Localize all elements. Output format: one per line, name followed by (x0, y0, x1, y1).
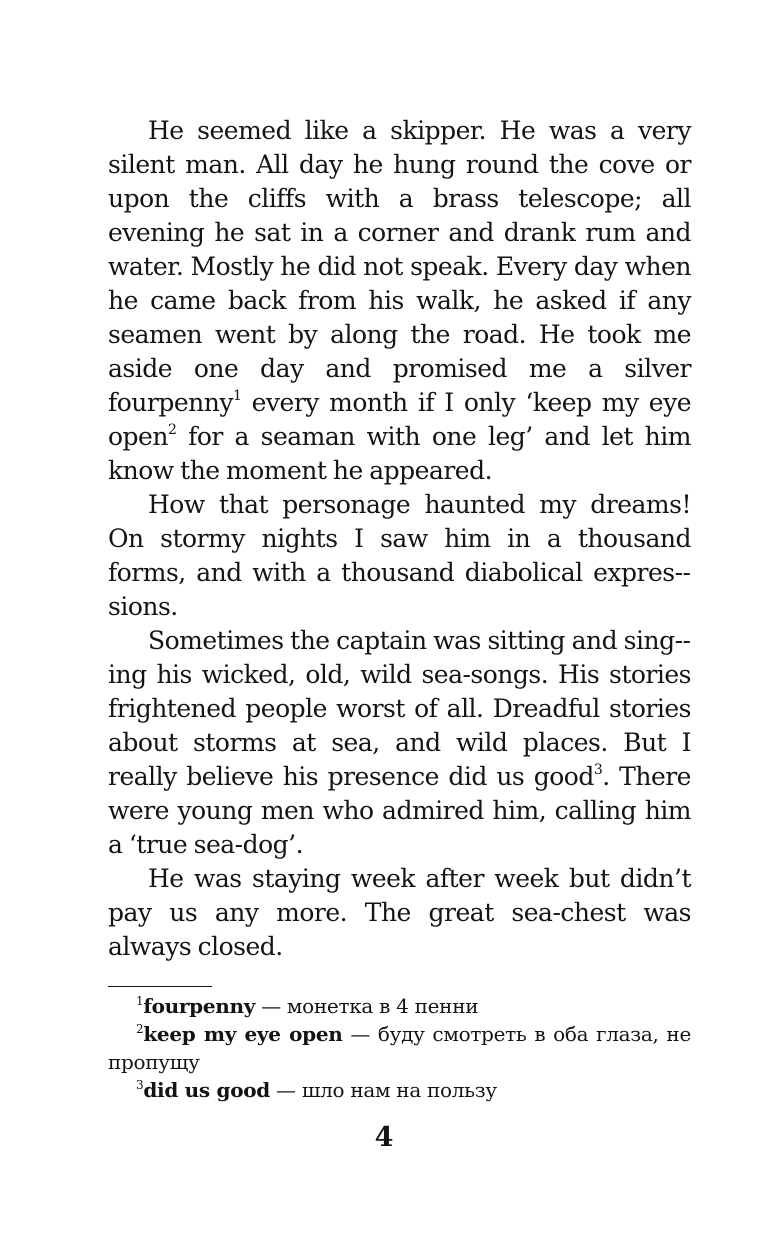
footnote-separator: — (255, 994, 287, 1018)
footnote-number: 2 (136, 1022, 144, 1036)
footnote-number: 3 (136, 1078, 144, 1092)
paragraph-1 (108, 114, 691, 488)
paragraph-4 (108, 862, 691, 964)
footnote-divider (108, 986, 212, 987)
text-run: He seemed like a skipper. He was a very silent man. All day he hung round the cove or upon the cliffs with a brass telescope; all evening he sat in a corner and drank rum and water. Mostly he did not speak. Every day when he came back from his walk, he asked if any seamen went by along the road. He took me aside one day and promised me a silver fourpenny (108, 116, 691, 417)
text-run: He was staying week after week but didn’t pay us any more. The great sea-chest was always closed. (108, 864, 691, 961)
text-run: every month if I only ‘keep my eye open (108, 388, 691, 451)
text-run: for a seaman with one leg’ and let him know the moment he appeared. (108, 422, 691, 485)
footnote-number: 1 (136, 994, 144, 1008)
footnote-translation: шло нам на пользу (301, 1078, 497, 1102)
text-run: . There were young men who admired him, calling him a ‘true sea-dog’. (108, 762, 691, 859)
footnote-1 (108, 992, 691, 1020)
footnote-term: keep my eye open (143, 1022, 343, 1046)
body-text (108, 114, 691, 964)
page-number: 4 (374, 1122, 394, 1153)
footnote-ref-1: 1 (232, 388, 242, 404)
footnote-separator: — (270, 1078, 302, 1102)
footnote-ref-2: 2 (167, 422, 177, 438)
footnote-2 (108, 1020, 691, 1076)
text-run: How that personage haunted my dreams! On stormy nights I saw him in a thousand forms, and with a thousand diabolical expres-sions. (108, 490, 691, 621)
footnote-translation: монетка в 4 пенни (286, 994, 479, 1018)
footnote-term: did us good (143, 1078, 270, 1102)
footnote-term: fourpenny (143, 994, 256, 1018)
footnote-ref-3: 3 (593, 762, 603, 778)
paragraph-3 (108, 624, 691, 862)
paragraph-2 (108, 488, 691, 624)
footnotes (108, 992, 691, 1104)
footnote-translation: буду смотреть в оба глаза, не пропущу (108, 1022, 691, 1074)
footnote-separator: — (342, 1022, 378, 1046)
text-run: Sometimes the captain was sitting and sing-ing his wicked, old, wild sea-songs. His stories frightened people worst of all. Dreadful stories about storms at sea, and wild places. But I really believe his presence did us good (108, 626, 691, 791)
footnote-3 (108, 1076, 691, 1104)
